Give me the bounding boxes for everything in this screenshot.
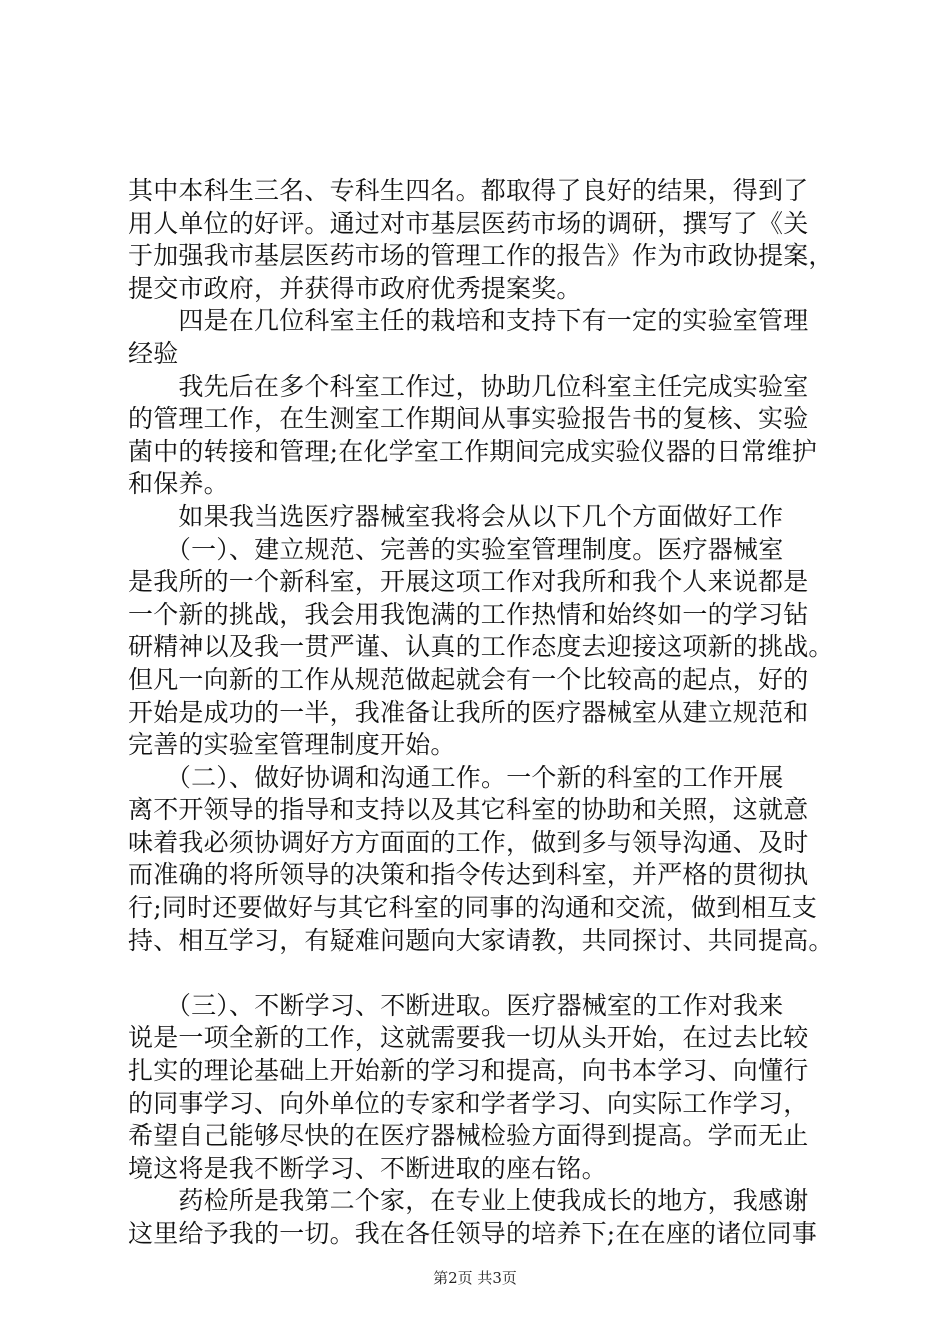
- text-line: 如果我当选医疗器械室我将会从以下几个方面做好工作: [128, 501, 784, 531]
- text-line: 于加强我市基层医药市场的管理工作的报告》作为市政协提案，: [128, 241, 834, 271]
- section-heading-cont: 经验: [128, 338, 179, 368]
- text-line: 药检所是我第二个家，在专业上使我成长的地方，我感谢: [128, 1186, 809, 1216]
- text-line: 持、相互学习，有疑难问题向大家请教，共同探讨、共同提高。: [128, 925, 834, 955]
- text-line: （一）、建立规范、完善的实验室管理制度。医疗器械室: [128, 534, 784, 564]
- page-number-footer: 第2页 共3页: [433, 1269, 517, 1287]
- text-line: 希望自己能够尽快的在医疗器械检验方面得到提高。学而无止: [128, 1121, 809, 1151]
- text-line: 扎实的理论基础上开始新的学习和提高，向书本学习、向懂行: [128, 1056, 809, 1086]
- text-line: 离不开领导的指导和支持以及其它科室的协助和关照，这就意: [128, 795, 809, 825]
- body-text: [128, 175, 848, 1251]
- text-line: 我先后在多个科室工作过，协助几位科室主任完成实验室: [128, 371, 809, 401]
- text-line: 完善的实验室管理制度开始。: [128, 730, 456, 760]
- text-line: 用人单位的好评。通过对市基层医药市场的调研，撰写了《关: [128, 208, 809, 238]
- section-heading: 四是在几位科室主任的栽培和支持下有一定的实验室管理: [128, 306, 809, 336]
- text-line: 这里给予我的一切。我在各任领导的培养下;在在座的诸位同事: [128, 1219, 818, 1248]
- text-line: （二）、做好协调和沟通工作。一个新的科室的工作开展: [128, 762, 784, 792]
- text-line: 和保养。: [128, 469, 229, 499]
- text-line: 菌中的转接和管理;在化学室工作期间完成实验仪器的日常维护: [128, 436, 818, 466]
- text-line: 而准确的将所领导的决策和指令传达到科室，并严格的贯彻执: [128, 860, 809, 890]
- text-line: 的管理工作，在生测室工作期间从事实验报告书的复核、实验: [128, 404, 809, 434]
- text-line: 其中本科生三名、专科生四名。都取得了良好的结果，得到了: [128, 176, 809, 205]
- text-line: 提交市政府，并获得市政府优秀提案奖。: [128, 273, 582, 303]
- blank-line: [128, 957, 848, 990]
- text-line: 研精神以及我一贯严谨、认真的工作态度去迎接这项新的挑战。: [128, 632, 834, 662]
- text-line: 行;同时还要做好与其它科室的同事的沟通和交流，做到相互支: [128, 893, 818, 923]
- text-line: 但凡一向新的工作从规范做起就会有一个比较高的起点，好的: [128, 664, 809, 694]
- text-line: 说是一项全新的工作，这就需要我一切从头开始，在过去比较: [128, 1023, 809, 1053]
- text-line: 是我所的一个新科室，开展这项工作对我所和我个人来说都是: [128, 567, 809, 597]
- text-line: 境这将是我不断学习、不断进取的座右铭。: [128, 1153, 607, 1183]
- text-line: 一个新的挑战，我会用我饱满的工作热情和始终如一的学习钻: [128, 599, 809, 629]
- text-line: （三）、不断学习、不断进取。医疗器械室的工作对我来: [128, 990, 784, 1020]
- text-line: 味着我必须协调好方方面面的工作，做到多与领导沟通、及时: [128, 827, 809, 857]
- text-line: 开始是成功的一半，我准备让我所的医疗器械室从建立规范和: [128, 697, 809, 727]
- text-line: 的同事学习、向外单位的专家和学者学习、向实际工作学习，: [128, 1088, 809, 1118]
